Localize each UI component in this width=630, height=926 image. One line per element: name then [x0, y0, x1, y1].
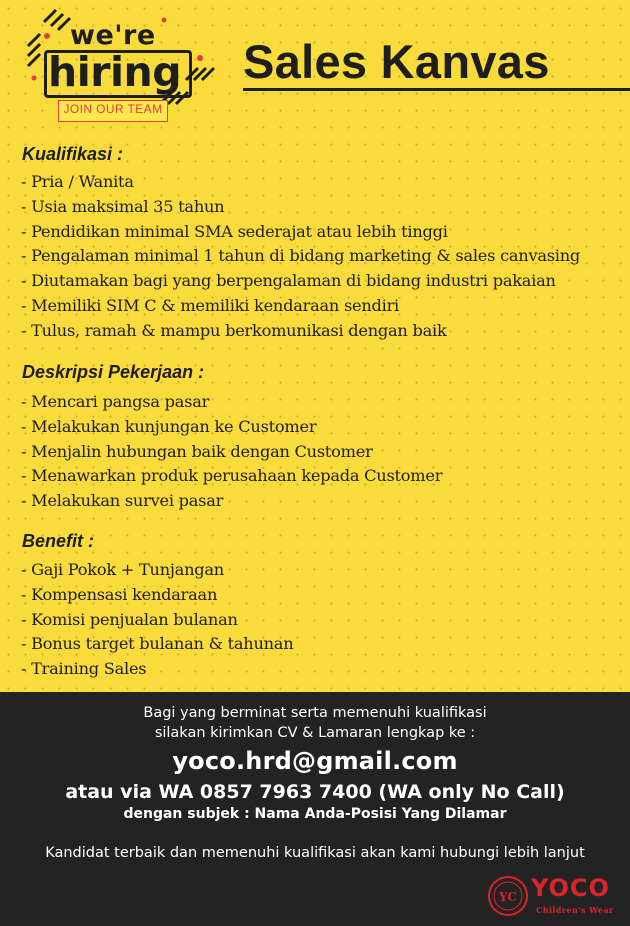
list-item: - Komisi penjualan bulanan — [21, 608, 293, 633]
list-item: - Menjalin hubungan baik dengan Customer — [21, 440, 442, 465]
list-item: - Pendidikan minimal SMA sederajat atau lebih tinggi — [21, 220, 580, 245]
benefit-list — [21, 558, 293, 682]
deskripsi-list — [21, 390, 442, 514]
logo-tagline: Children's Wear — [536, 905, 614, 915]
list-item: - Kompensasi kendaraan — [21, 583, 293, 608]
list-item: - Melakukan survei pasar — [21, 489, 442, 514]
list-item: - Memiliki SIM C & memiliki kendaraan sendiri — [21, 294, 580, 319]
list-item: - Bonus target bulanan & tahunan — [21, 632, 293, 657]
badge-were-text: we're — [70, 20, 156, 51]
contact-email[interactable]: yoco.hrd@gmail.com — [172, 747, 458, 775]
list-item: - Training Sales — [21, 657, 293, 682]
application-subject: dengan subjek : Nama Anda-Posisi Yang Dilamar — [123, 806, 507, 822]
section-heading-kualifikasi: Kualifikasi : — [22, 144, 124, 164]
list-item: - Pengalaman minimal 1 tahun di bidang marketing & sales canvasing — [21, 244, 580, 269]
page-title: Sales Kanvas — [243, 35, 550, 88]
footer-intro-line1: Bagi yang berminat serta memenuhi kualifikasi — [143, 705, 487, 721]
yoco-logo — [486, 874, 620, 918]
list-item: - Melakukan kunjungan ke Customer — [21, 415, 442, 440]
list-item: - Usia maksimal 35 tahun — [21, 195, 580, 220]
title-underline — [243, 88, 630, 91]
section-heading-deskripsi: Deskripsi Pekerjaan : — [22, 362, 205, 382]
contact-whatsapp: atau via WA 0857 7963 7400 (WA only No Call) — [65, 781, 565, 803]
footer-note: Kandidat terbaik dan memenuhi kualifikasi akan kami hubungi lebih lanjut — [45, 845, 585, 861]
list-item: - Gaji Pokok + Tunjangan — [21, 558, 293, 583]
badge-hiring-text: hiring — [48, 48, 182, 96]
footer-intro-line2: silakan kirimkan CV & Lamaran lengkap ke : — [154, 725, 476, 741]
list-item: - Tulus, ramah & mampu berkomunikasi dengan baik — [21, 319, 580, 344]
logo-wordmark: YOCO — [531, 874, 610, 902]
section-heading-benefit: Benefit : — [22, 531, 94, 551]
yoco-emblem-icon — [486, 874, 530, 918]
hiring-badge — [36, 10, 226, 130]
list-item: - Diutamakan bagi yang berpengalaman di bidang industri pakaian — [21, 269, 580, 294]
list-item: - Mencari pangsa pasar — [21, 390, 442, 415]
badge-join-text: JOIN OUR TEAM — [63, 102, 163, 116]
list-item: - Pria / Wanita — [21, 170, 580, 195]
logo-monogram: YC — [499, 890, 517, 904]
kualifikasi-list — [21, 170, 580, 344]
list-item: - Menawarkan produk perusahaan kepada Customer — [21, 464, 442, 489]
